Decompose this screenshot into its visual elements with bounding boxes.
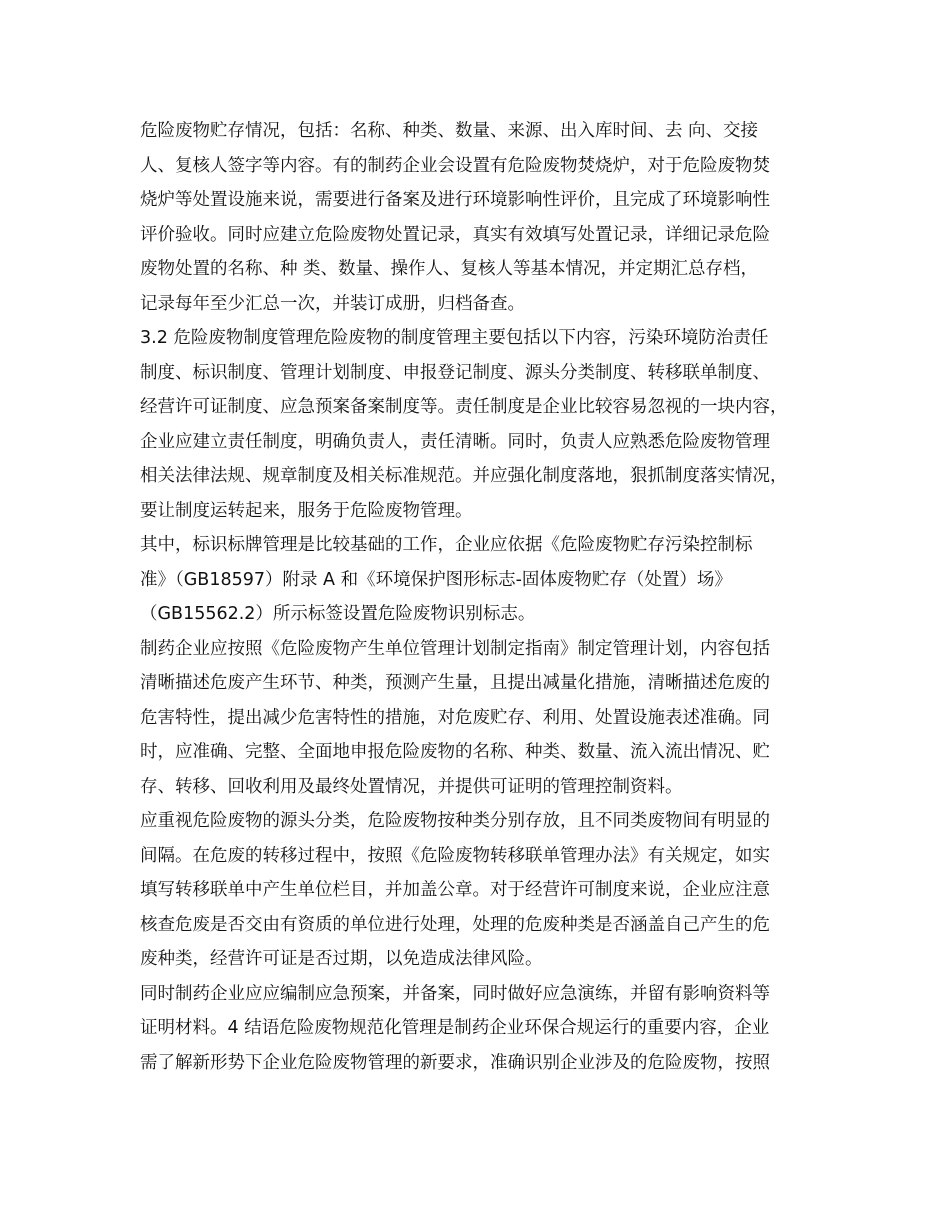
text-line: 烧炉等处置设施来说，需要进行备案及进行环境影响性评价，且完成了环境影响性	[140, 190, 770, 210]
text-line: 制度、标识制度、管理计划制度、申报登记制度、源头分类制度、转移联单制度、	[140, 362, 770, 383]
text-line: 危害特性，提出减少危害特性的措施，对危废贮存、利用、处置设施表述准确。同	[140, 707, 770, 728]
document-body	[140, 114, 820, 1080]
text-line: （GB15562.2）所示标签设置危险废物识别标志。	[140, 604, 536, 624]
text-line: 清晰描述危废产生环节、种类，预测产生量，且提出减量化措施，清晰描述危废的	[140, 673, 770, 693]
text-line: 间隔。在危废的转移过程中，按照《危险废物转移联单管理办法》有关规定，如实	[140, 845, 770, 866]
text-line: 证明材料。4 结语危险废物规范化管理是制药企业环保合规运行的重要内容，企业	[140, 1018, 770, 1038]
text-line: 同时制药企业应应编制应急预案，并备案，同时做好应急演练，并留有影响资料等	[140, 983, 770, 1004]
text-line: 填写转移联单中产生单位栏目，并加盖公章。对于经营许可制度来说，企业应注意	[140, 880, 770, 900]
text-line: 需了解新形势下企业危险废物管理的新要求，准确识别企业涉及的危险废物，按照	[140, 1052, 770, 1073]
text-line: 时，应准确、完整、全面地申报危险废物的名称、种类、数量、流入流出情况、贮	[140, 742, 770, 762]
text-line: 经营许可证制度、应急预案备案制度等。责任制度是企业比较容易忽视的一块内容，	[140, 397, 788, 417]
text-line: 相关法律法规、规章制度及相关标准规范。并应强化制度落地，狠抓制度落实情况，	[140, 466, 788, 486]
text-line: 应重视危险废物的源头分类，危险废物按种类分别存放，且不同类废物间有明显的	[140, 811, 770, 831]
text-line: 要让制度运转起来，服务于危险废物管理。	[140, 500, 473, 521]
text-line: 评价验收。同时应建立危险废物处置记录，真实有效填写处置记录，详细记录危险	[140, 224, 770, 245]
text-line: 核查危废是否交由有资质的单位进行处理，处理的危废种类是否涵盖自己产生的危	[140, 914, 770, 935]
text-line: 废种类，经营许可证是否过期，以免造成法律风险。	[140, 949, 543, 969]
text-line: 人、复核人签字等内容。有的制药企业会设置有危险废物焚烧炉，对于危险废物焚	[140, 155, 770, 176]
text-line: 制药企业应按照《危险废物产生单位管理计划制定指南》制定管理计划，内容包括	[140, 638, 770, 659]
text-line: 3.2 危险废物制度管理危险废物的制度管理主要包括以下内容，污染环境防治责任	[140, 328, 769, 348]
text-line: 其中，标识标牌管理是比较基础的工作，企业应依据《危险废物贮存污染控制标	[140, 535, 753, 555]
text-line: 准》（GB18597）附录 A 和《环境保护图形标志-固体废物贮存（处置）场》	[140, 569, 732, 590]
text-line: 危险废物贮存情况，包括：名称、种类、数量、来源、出入库时间、去 向、交接	[140, 121, 759, 141]
text-line: 记录每年至少汇总一次，并装订成册，归档备查。	[140, 293, 525, 314]
text-line: 存、转移、回收利用及最终处置情况，并提供可证明的管理控制资料。	[140, 776, 683, 797]
text-line: 企业应建立责任制度，明确负责人，责任清晰。同时，负责人应熟悉危险废物管理	[140, 431, 770, 452]
text-line: 废物处置的名称、种 类、数量、操作人、复核人等基本情况，并定期汇总存档，	[140, 259, 759, 279]
